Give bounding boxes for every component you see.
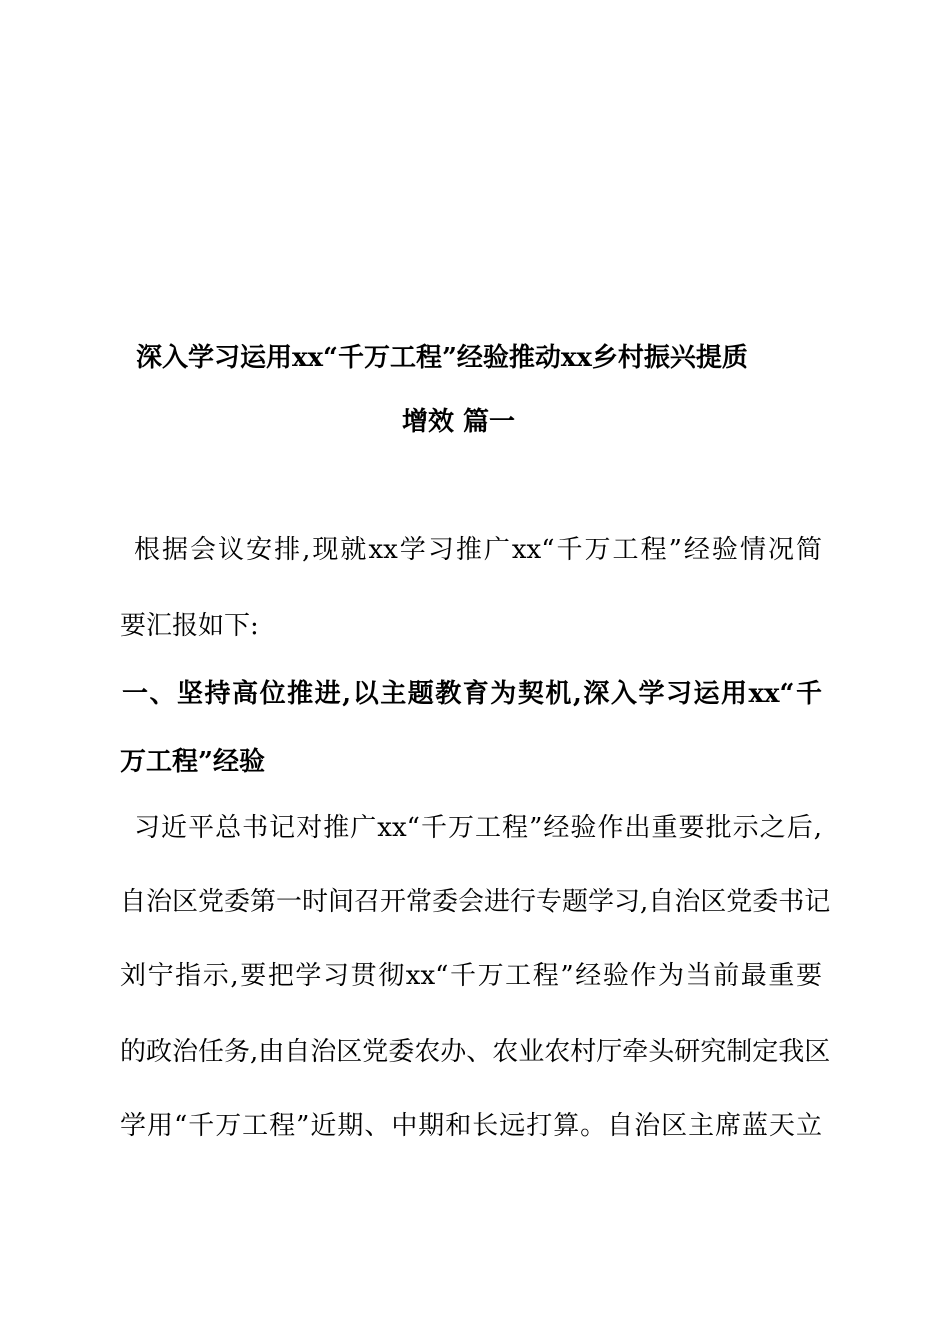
section-1-heading-line-1: 一、坚持高位推进,以主题教育为契机,深入学习运用xx“千 [122, 679, 822, 709]
paragraph-1-line-3: 刘宁指示,要把学习贯彻xx“千万工程”经验作为当前最重要 [120, 961, 822, 991]
paragraph-1-line-1: 习近平总书记对推广xx“千万工程”经验作出重要批示之后, [134, 813, 822, 843]
paragraph-1-line-2: 自治区党委第一时间召开常委会进行专题学习,自治区党委书记 [120, 887, 831, 917]
document-title-line-1: 深入学习运用xx“千万工程”经验推动xx乡村振兴提质 [136, 343, 748, 373]
section-1-heading-line-2: 万工程”经验 [120, 747, 265, 777]
paragraph-1-line-4: 的政治任务,由自治区党委农办、农业农村厅牵头研究制定我区 [120, 1037, 831, 1067]
intro-paragraph-line-2: 要汇报如下: [120, 611, 259, 641]
intro-paragraph-line-1: 根据会议安排,现就xx学习推广xx“千万工程”经验情况简 [134, 535, 822, 565]
document-title-line-2: 增效 篇一 [402, 407, 516, 437]
paragraph-1-line-5: 学用“千万工程”近期、中期和长远打算。自治区主席蓝天立 [120, 1111, 822, 1141]
